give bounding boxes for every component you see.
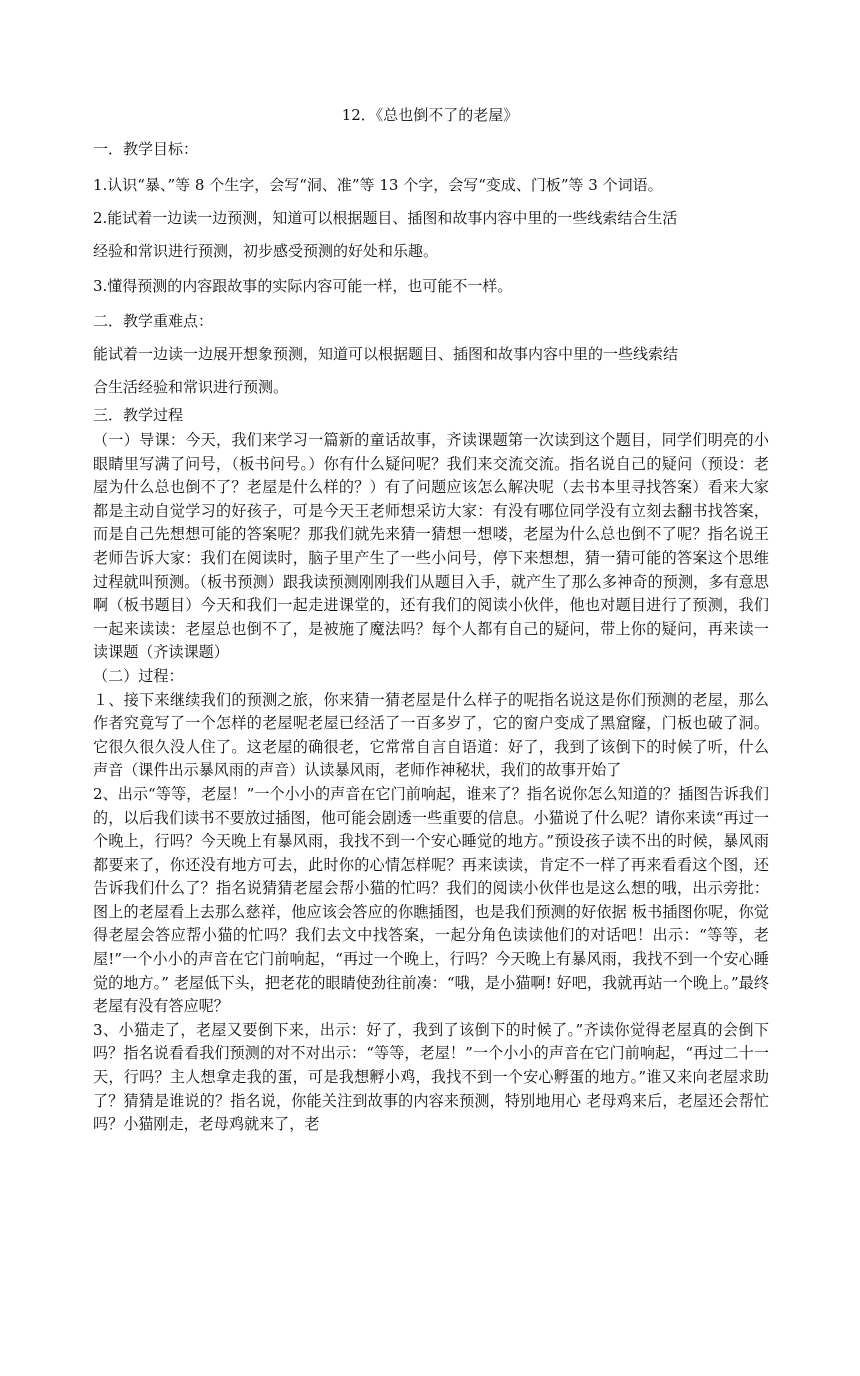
paragraph-step-1: １、接下来继续我们的预测之旅，你来猜一猜老屋是什么样子的呢指名说这是你们预测的老屋，那么作者究竟写了一个怎样的老屋呢老屋已经活了一百多岁了，它的窗户变成了黑窟窿，门板也破了洞。它很久很久没人住了。这老屋的确很老，它常常自言自语道：好了，我到了该倒下的时候了听，什么声音（课件出示暴风雨的声音）认读暴风雨，老师作神秘状，我们的故事开始了	[93, 690, 769, 780]
document-title: 12．《总也倒不了的老屋》	[341, 106, 519, 124]
paragraph-step-2: 2、出示“等等，老屋！”一个小小的声音在它门前响起，谁来了？指名说你怎么知道的？插图告诉我们的，以后我们读书不要放过插图，他可能会剧透一些重要的信息。小猫说了什么呢？请你来读“再过一个晚上，行吗？今天晚上有暴风雨，我找不到一个安心睡觉的地方。”预设孩子读不出的时候，暴风雨都要来了，你还没有地方可去，此时你的心情怎样呢？再来读读，肯定不一样了再来看看这个图，还告诉我们什么了？指名说猜猜老屋会帮小猫的忙吗？我们的阅读小伙伴也是这么想的哦，出示旁批：图上的老屋看上去那么慈祥，他应该会答应的你瞧插图，也是我们预测的好依据 板书插图你呢，你觉得老屋会答应帮小猫的忙吗？我们去文中找答案，一起分角色读读他们的对话吧！出示：“等等，老屋!”一个小小的声音在它门前响起，“再过一个晚上，行吗？今天晚上有暴风雨，我找不到一个安心睡觉的地方。” 老屋低下头，把老花的眼睛使劲往前凑：“哦，是小猫啊! 好吧，我就再站一个晚上。”最终老屋有没有答应呢？	[93, 784, 769, 1016]
goal-item-3: 3.懂得预测的内容跟故事的实际内容可能一样，也可能不一样。	[93, 277, 513, 295]
key-points-line-1: 能试着一边读一边展开想象预测，知道可以根据题目、插图和故事内容中里的一些线索结	[93, 345, 679, 363]
paragraph-step-3: 3、小猫走了，老屋又要倒下来，出示：好了，我到了该倒下的时候了。”齐读你觉得老屋真的会倒下吗？指名说看看我们预测的对不对出示：“等等，老屋！”一个小小的声音在它门前响起，“再过二十一天，行吗？主人想拿走我的蛋，可是我想孵小鸡，我找不到一个安心孵蛋的地方。”谁又来向老屋求助了？猜猜是谁说的？指名说，你能关注到故事的内容来预测，特别地用心 老母鸡来后，老屋还会帮忙吗？小猫刚走，老母鸡就来了，老	[93, 1020, 769, 1134]
key-points-line-2: 合生活经验和常识进行预测。	[93, 378, 289, 396]
process-body	[93, 429, 769, 1137]
section-heading-process: 三．教学过程	[93, 406, 184, 424]
goal-item-2-line-2: 经验和常识进行预测，初步感受预测的好处和乐趣。	[93, 242, 439, 260]
goal-item-2-line-1: 2.能试着一边读一边预测，知道可以根据题目、插图和故事内容中里的一些线索结合生活	[93, 209, 678, 227]
paragraph-process-heading: （二）过程：	[93, 666, 184, 685]
goal-item-1: 1.认识“暴、”等 8 个生字，会写“洞、准”等 13 个字，会写“变成、门板”等 3 个词语。	[93, 176, 663, 194]
section-heading-goals: 一．教学目标：	[93, 140, 199, 158]
paragraph-intro: （一）导课：今天，我们来学习一篇新的童话故事，齐读课题第一次读到这个题目，同学们明亮的小眼睛里写满了问号，（板书问号。）你有什么疑问呢？我们来交流交流。指名说自己的疑问（预设：老屋为什么总也倒不了？老屋是什么样的？）有了问题应该怎么解决呢（去书本里寻找答案）看来大家都是主动自觉学习的好孩子，可是今天王老师想采访大家：有没有哪位同学没有立刻去翻书找答案，而是自己先想想可能的答案呢？那我们就先来猜一猜想一想喽，老屋为什么总也倒不了呢？指名说王老师告诉大家：我们在阅读时，脑子里产生了一些小问号，停下来想想，猜一猜可能的答案这个思维过程就叫预测。（板书预测）跟我读预测刚刚我们从题目入手，就产生了那么多神奇的预测，多有意思啊（板书题目）今天和我们一起走进课堂的，还有我们的阅读小伙伴，他也对题目进行了预测，我们一起来读读：老屋总也倒不了，是被施了魔法吗？每个人都有自己的疑问，带上你的疑问，再来读一读课题（齐读课题）	[93, 431, 769, 662]
section-heading-key-points: 二．教学重难点：	[93, 312, 214, 330]
